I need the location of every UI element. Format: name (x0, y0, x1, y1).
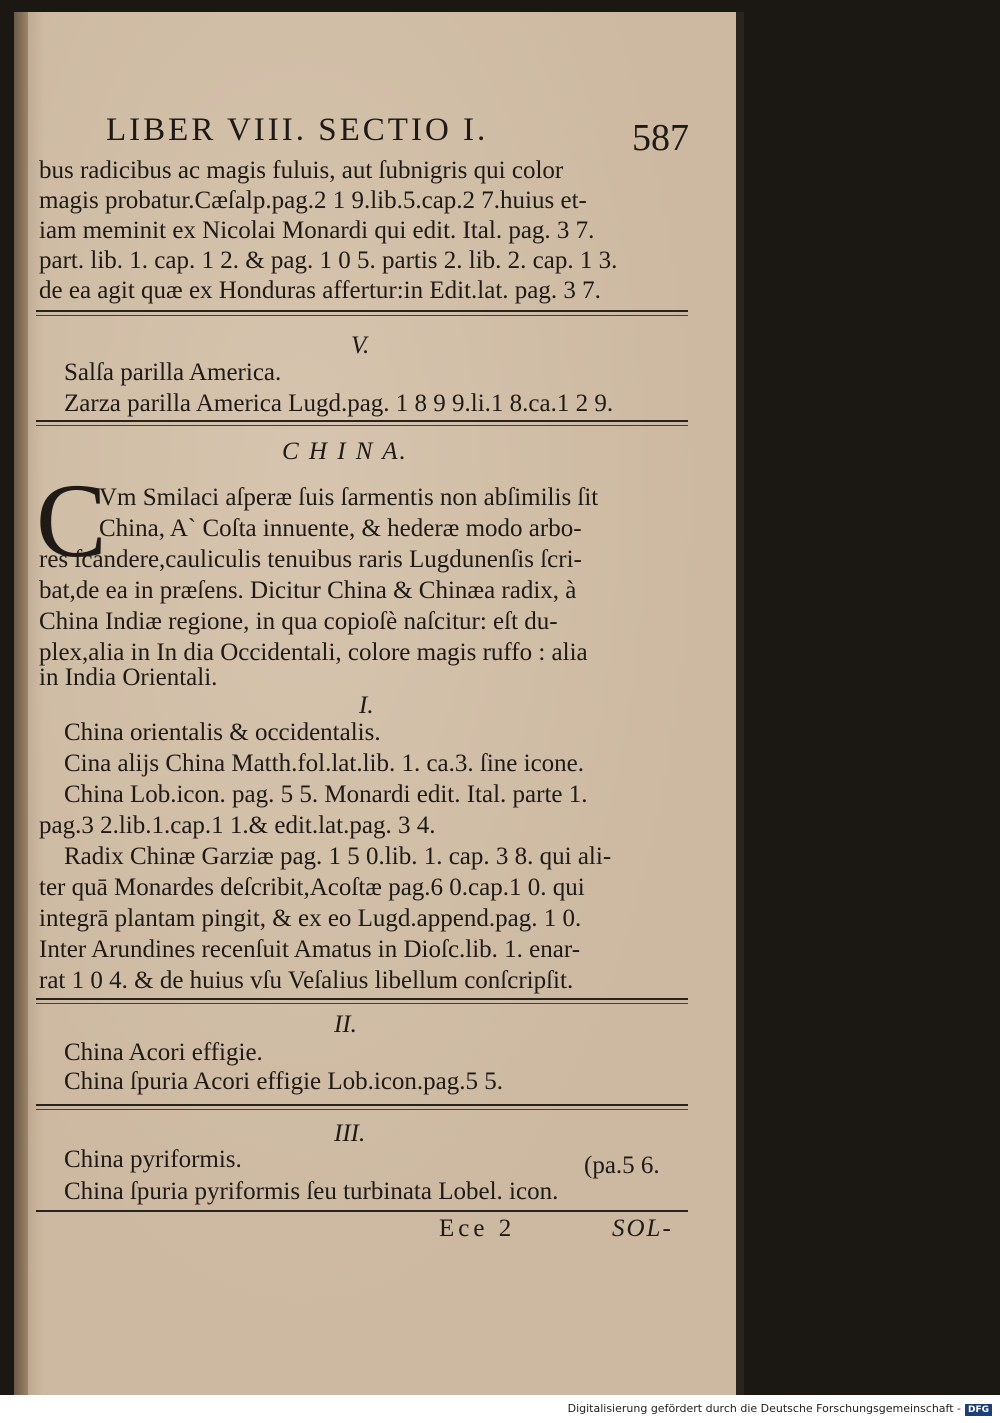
text-line: bus radicibus ac magis fuluis, aut ſubnigris qui color (39, 157, 564, 184)
text-line: China Indiæ regione, in qua copioſè naſcitur: eſt du- (39, 608, 558, 635)
text-line: ter quā Monardes deſcribit,Acoſtæ pag.6 0.cap.1 0. qui (39, 874, 585, 901)
section-title: China Acori effigie. (64, 1039, 263, 1066)
page-spine-shadow (14, 12, 28, 1395)
catchword: SOL- (612, 1215, 673, 1242)
section-rule (36, 420, 688, 422)
digitization-credit (568, 1402, 992, 1416)
text-line: de ea agit quæ ex Honduras affertur:in Edit.lat. pag. 3 7. (39, 277, 601, 304)
text-line: rat 1 0 4. & de huius vſu Veſalius libellum conſcripſit. (39, 967, 574, 994)
section-title: China pyriformis. (64, 1146, 242, 1173)
text-line: China, A` Coſta innuente, & hederæ modo arbo- (99, 515, 582, 542)
section-numeral-v: V. (351, 332, 370, 359)
section-title: China orientalis & occidentalis. (64, 719, 381, 746)
page-edge (736, 12, 744, 1395)
section-rule (36, 1104, 688, 1106)
text-line: China Lob.icon. pag. 5 5. Monardi edit. Ital. parte 1. (64, 781, 588, 808)
section-title-continuation: (pa.5 6. (584, 1152, 660, 1179)
section-rule (36, 998, 688, 1000)
folio-number: 587 (632, 117, 689, 159)
text-line: part. lib. 1. cap. 1 2. & pag. 1 0 5. partis 2. lib. 2. cap. 1 3. (39, 247, 618, 274)
drop-capital: C (36, 462, 107, 579)
section-numeral-i: I. (359, 692, 374, 719)
text-line: Inter Arundines recenſuit Amatus in Dioſc.lib. 1. enar- (39, 936, 581, 963)
text-line: bat,de ea in præſens. Dicitur China & Chinæa radix, à (39, 577, 577, 604)
section-reference: Zarza parilla America Lugd.pag. 1 8 9 9.li.1 8.ca.1 2 9. (64, 390, 614, 417)
text-line: res ſcandere,cauliculis tenuibus raris Lugdunenſis ſcri- (39, 546, 582, 573)
signature-mark: Ece 2 (439, 1215, 516, 1242)
text-line: integrā plantam pingit, & ex eo Lugd.append.pag. 1 0. (39, 905, 582, 932)
text-line: plex,alia in In dia Occidentali, colore magis ruffo : alia (39, 639, 588, 666)
dfg-logo: DFG (965, 1404, 992, 1416)
section-rule (36, 310, 688, 312)
credit-text: Digitalisierung gefördert durch die Deutsche Forschungsgemeinschaft - (567, 1402, 961, 1415)
text-line: Cina alijs China Matth.fol.lat.lib. 1. ca.3. ſine icone. (64, 750, 585, 777)
text-line: iam meminit ex Nicolai Monardi qui edit. Ital. pag. 3 7. (39, 217, 595, 244)
text-line: magis probatur.Cæſalp.pag.2 1 9.lib.5.cap.2 7.huius et- (39, 187, 587, 214)
bottom-rule (36, 1210, 688, 1212)
china-heading: C H I N A. (282, 438, 408, 465)
book-page (14, 12, 736, 1395)
section-numeral-iii: III. (334, 1120, 366, 1147)
section-numeral-ii: II. (334, 1011, 357, 1038)
section-reference: China ſpuria pyriformis ſeu turbinata Lobel. icon. (64, 1178, 559, 1205)
running-head: LIBER VIII. SECTIO I. (106, 112, 489, 148)
text-line: pag.3 2.lib.1.cap.1 1.& edit.lat.pag. 3 4. (39, 812, 436, 839)
text-line: Vm Smilaci aſperæ ſuis ſarmentis non abſimilis ſit (99, 484, 599, 511)
section-title: Salſa parilla America. (64, 359, 282, 386)
section-reference: China ſpuria Acori effigie Lob.icon.pag.5 5. (64, 1068, 504, 1095)
text-line: Radix Chinæ Garziæ pag. 1 5 0.lib. 1. cap. 3 8. qui ali- (64, 843, 612, 870)
text-line: in India Orientali. (39, 664, 218, 691)
